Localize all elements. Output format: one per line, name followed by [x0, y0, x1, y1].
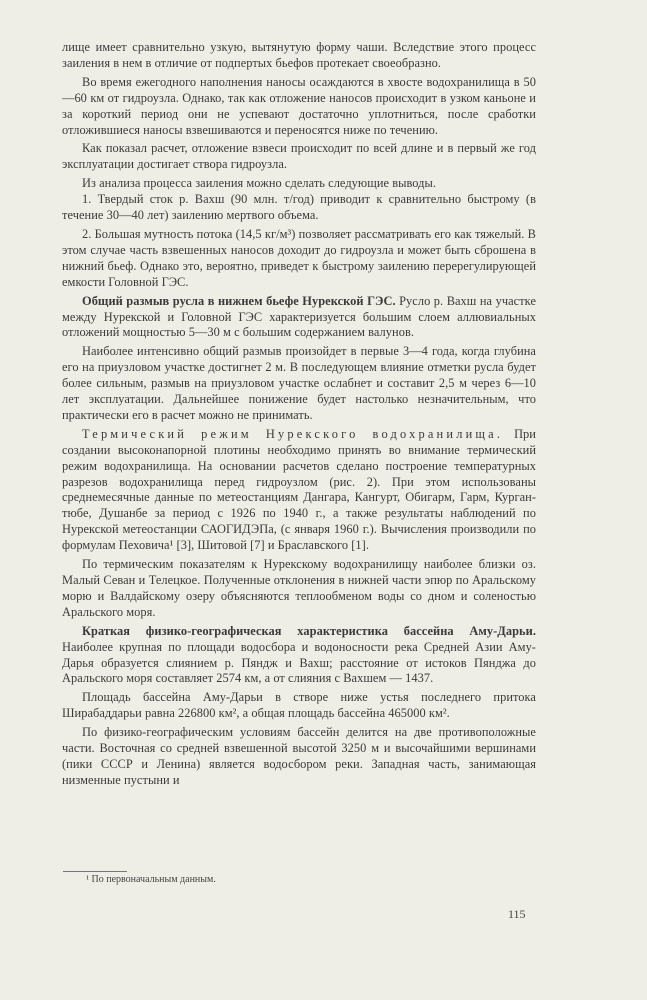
paragraph-basin-parts: По физико-географическим условиям бассейн делится на две противоположные части. Восточная со средней взвешенной высотой 3250 м и высочайшими вершинами (пики СССР и Ленина) является водосбором реки. Западная часть, занимающая низменные пустыни и: [62, 725, 536, 787]
section-nurek-bed: [62, 294, 536, 342]
paragraph-thermal-comparison: По термическим показателям к Нурекскому водохранилищу наиболее близки оз. Малый Севан и Телецкое. Полученные отклонения в нижней части эпюр по Аральскому морю и Валдайскому озеру объясняются теплообменом воды со дном и соленостью Аральского моря.: [62, 557, 536, 619]
body-text: [62, 40, 536, 789]
paragraph-sediment: Во время ежегодного наполнения наносы осаждаются в хвосте водохранилища в 50—60 км от гидроузла. Однако, так как отложение наносов происходит в узком каньоне и за короткий период они не успевают достаточно уплотниться, после сработки отложившиеся наносы взвешиваются и переносятся ниже по течению.: [62, 74, 536, 137]
section-amudarya: [62, 624, 536, 688]
paragraph-erosion: Наиболее интенсивно общий размыв произойдет в первые 3—4 года, когда глубина его на приузловом участке достигнет 2 м. В последующем влияние отметки русла будет более сильным, размыв на приузловом участке ослабнет и составит 2,5 м через 6—10 лет эксплуатации. Дальнейшее понижение будет настолько незначительным, что практически его в расчет можно не принимать.: [62, 344, 536, 422]
page-number: 115: [508, 907, 526, 921]
paragraph-conclusions-intro: Из анализа процесса заиления можно сделать следующие выводы.: [82, 176, 437, 191]
section-heading-thermal: Термический режим Нурекского водохранилища.: [82, 426, 504, 441]
paragraph-continuation: лище имеет сравнительно узкую, вытянутую форму чаши. Вследствие этого процесс заиления в нем в отличие от подпертых бьефов протекает своеобразно.: [62, 40, 536, 70]
section-heading-amudarya: Краткая физико-географическая характеристика бассейна Аму-Дарьи.: [82, 623, 536, 638]
paragraph-conclusion-1: 1. Твердый сток р. Вахш (90 млн. т/год) приводит к сравнительно быстрому (в течение 30—40 лет) заилению мертвого объема.: [62, 192, 536, 223]
paragraph-calculation: Как показал расчет, отложение взвеси происходит по всей длине и в первый же год эксплуатации достигает створа гидроузла.: [62, 141, 536, 172]
section-body-amudarya: Наиболее крупная по площади водосбора и водоносности река Средней Азии Аму-Дарья образуется слиянием р. Пяндж и Вахш; расстояние от истоков Пянджа до Аральского моря составляет 2574 км, а от слияния с Вахшем — 1437.: [62, 639, 536, 686]
paragraph-conclusion-2: 2. Большая мутность потока (14,5 кг/м³) позволяет рассматривать его как тяжелый. В этом случае часть взвешенных наносов доходит до гидроузла и может быть сброшена в нижний бьеф. Однако это, вероятно, приведет к быстрому заилению перерегулирующей емкости Головной ГЭС.: [62, 226, 536, 289]
section-body-nurek-bed: Русло р. Вахш на участке между Нурекской и Головной ГЭС характеризуется большим слоем аллювиальных отложений мощностью 5—30 м с большим содержанием валунов.: [62, 293, 536, 340]
section-heading-nurek-bed: Общий размыв русла в нижнем бьефе Нурекской ГЭС.: [82, 293, 396, 308]
footnote: ¹ По первоначальным данным.: [86, 874, 216, 885]
section-thermal: [62, 427, 536, 554]
section-body-thermal: При создании высоконапорной плотины необходимо принять во внимание термический режим водохранилища. На основании расчетов сделано построение температурных разрезов водохранилища перед гидроузлом (рис. 2). При этом использованы среднемесячные данные по метеостанциям Дангара, Кангурт, Обигарм, Гарм, Курган-тюбе, Душанбе за период с 1926 по 1940 г., а также результаты наблюдений по Нурекской метеостанции САОГИДЭПа, (с января 1960 г.). Вычисления производили по формулам Пеховича¹ [3], Шитовой [7] и Браславского [1].: [62, 426, 536, 553]
footnote-divider: [63, 871, 127, 872]
paragraph-basin-area: Площадь бассейна Аму-Дарьи в створе ниже устья последнего притока Ширабаддарьи равна 226800 км², а общая площадь бассейна 465000 км².: [62, 690, 536, 721]
